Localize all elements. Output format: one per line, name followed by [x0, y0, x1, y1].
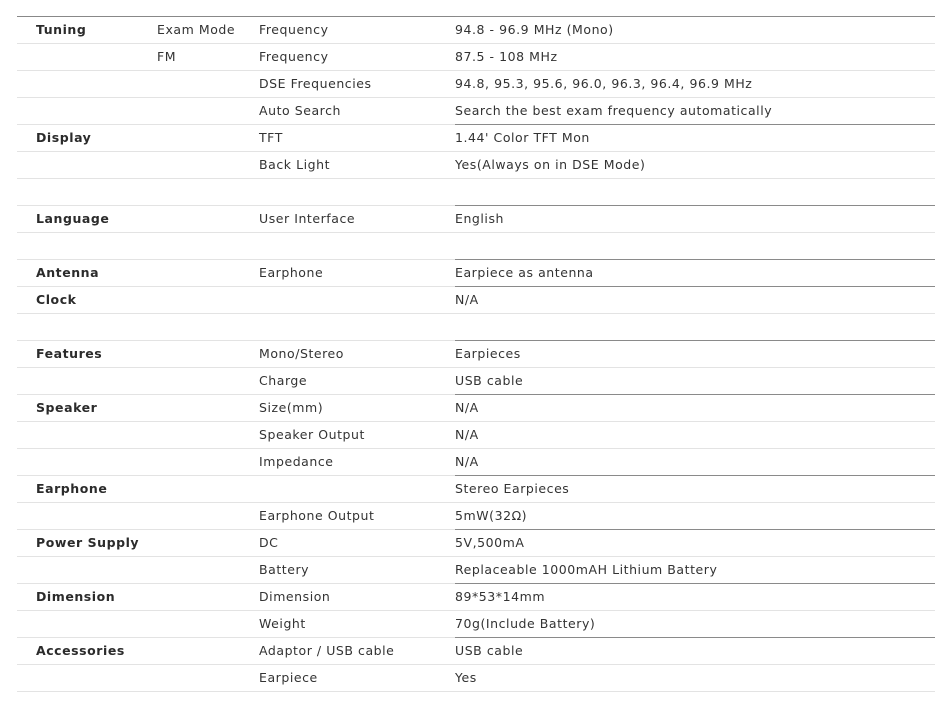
table-row	[17, 287, 935, 314]
row-item: Earphone	[259, 265, 324, 280]
row-value: 94.8 - 96.9 MHz (Mono)	[455, 22, 614, 37]
row-value: Replaceable 1000mAH Lithium Battery	[455, 562, 718, 577]
row-item: Adaptor / USB cable	[259, 643, 395, 658]
row-category: Antenna	[36, 265, 100, 280]
row-category: Clock	[36, 292, 77, 307]
row-item: TFT	[259, 130, 283, 145]
row-value: Yes	[455, 670, 477, 685]
row-category: Earphone	[36, 481, 108, 496]
row-item: Size(mm)	[259, 400, 324, 415]
row-item: Mono/Stereo	[259, 346, 344, 361]
table-row	[17, 341, 935, 368]
row-value: Earpiece as antenna	[455, 265, 594, 280]
row-value: 89*53*14mm	[455, 589, 546, 604]
table-row	[17, 125, 935, 152]
table-row	[17, 98, 935, 125]
row-item: User Interface	[259, 211, 356, 226]
table-row	[17, 476, 935, 503]
row-item: Dimension	[259, 589, 331, 604]
row-category: Power Supply	[36, 535, 140, 550]
row-item: Frequency	[259, 49, 329, 64]
row-item: Frequency	[259, 22, 329, 37]
row-item: Earpiece	[259, 670, 318, 685]
table-row	[17, 557, 935, 584]
table-row	[17, 611, 935, 638]
row-subcategory: FM	[157, 49, 177, 64]
table-row	[17, 395, 935, 422]
row-item: Weight	[259, 616, 306, 631]
row-category: Display	[36, 130, 92, 145]
row-category: Features	[36, 346, 103, 361]
row-item: Charge	[259, 373, 308, 388]
row-subcategory: Exam Mode	[157, 22, 236, 37]
row-value: English	[455, 211, 504, 226]
row-category: Language	[36, 211, 110, 226]
row-category: Accessories	[36, 643, 125, 658]
row-value: 1.44' Color TFT Mon	[455, 130, 590, 145]
row-value: 87.5 - 108 MHz	[455, 49, 558, 64]
row-value: N/A	[455, 454, 479, 469]
row-value: USB cable	[455, 643, 524, 658]
row-value: 5mW(32Ω)	[455, 508, 528, 523]
table-row	[17, 152, 935, 179]
row-item: Auto Search	[259, 103, 341, 118]
row-value: USB cable	[455, 373, 524, 388]
spec-table	[17, 16, 935, 692]
row-value: N/A	[455, 292, 479, 307]
table-row	[17, 17, 935, 44]
row-value: N/A	[455, 427, 479, 442]
table-row	[17, 233, 935, 260]
table-row	[17, 530, 935, 557]
table-row	[17, 422, 935, 449]
row-value: 94.8, 95.3, 95.6, 96.0, 96.3, 96.4, 96.9 MHz	[455, 76, 753, 91]
table-row	[17, 638, 935, 665]
table-row	[17, 503, 935, 530]
row-value: N/A	[455, 400, 479, 415]
row-value: Yes(Always on in DSE Mode)	[455, 157, 646, 172]
row-value: Stereo Earpieces	[455, 481, 570, 496]
row-value: Earpieces	[455, 346, 521, 361]
table-row	[17, 665, 935, 692]
table-row	[17, 260, 935, 287]
table-row	[17, 44, 935, 71]
row-value: 5V,500mA	[455, 535, 525, 550]
table-row	[17, 206, 935, 233]
row-item: Earphone Output	[259, 508, 375, 523]
row-category: Tuning	[36, 22, 87, 37]
row-item: Back Light	[259, 157, 331, 172]
table-row	[17, 584, 935, 611]
table-row	[17, 314, 935, 341]
row-item: Impedance	[259, 454, 334, 469]
row-item: Speaker Output	[259, 427, 365, 442]
row-category: Dimension	[36, 589, 116, 604]
table-row	[17, 449, 935, 476]
row-item: DSE Frequencies	[259, 76, 372, 91]
row-item: DC	[259, 535, 279, 550]
table-row	[17, 179, 935, 206]
table-row	[17, 368, 935, 395]
row-item: Battery	[259, 562, 310, 577]
table-row	[17, 71, 935, 98]
row-value: 70g(Include Battery)	[455, 616, 596, 631]
row-category: Speaker	[36, 400, 98, 415]
row-value: Search the best exam frequency automatically	[455, 103, 773, 118]
